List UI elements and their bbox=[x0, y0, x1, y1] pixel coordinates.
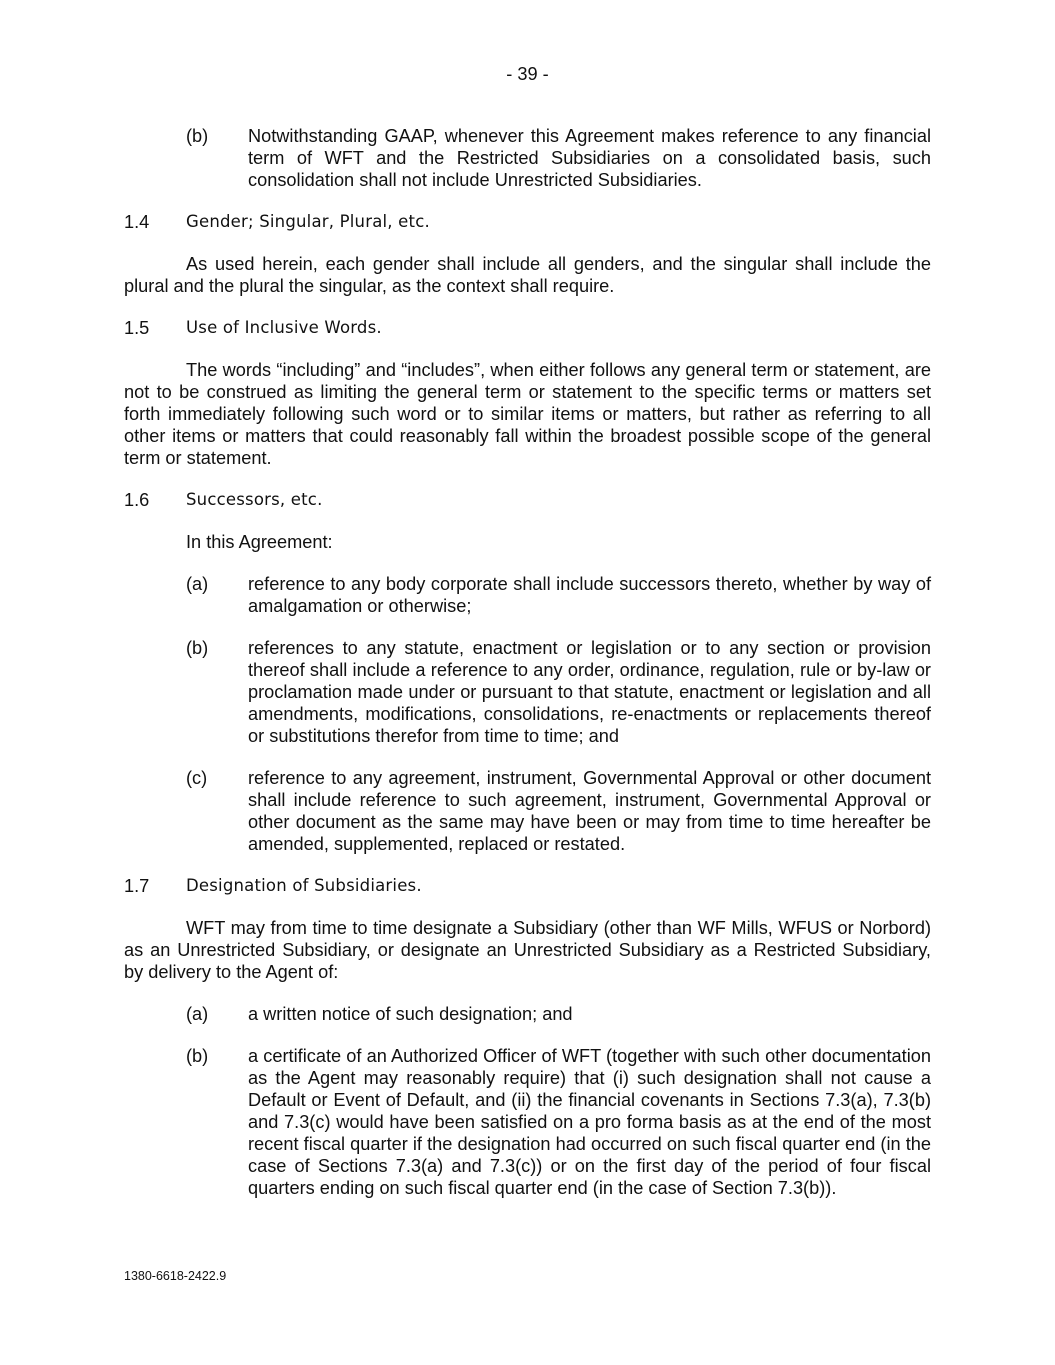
clause-label: (a) bbox=[186, 574, 209, 594]
clause-item bbox=[124, 125, 931, 191]
clause-item bbox=[124, 1003, 931, 1025]
section-title: Gender; Singular, Plural, etc. bbox=[186, 212, 430, 231]
clause-item bbox=[124, 637, 931, 747]
section-body: The words “including” and “includes”, when either follows any general term or statement, are not to be construed as limiting the general term or statement to the specific terms or matters set forth immediately following such word or to similar items or matters, but rather as referring to all other items or matters that could reasonably fall within the broadest possible scope of the general term or statement. bbox=[124, 360, 931, 468]
section-title: Successors, etc. bbox=[186, 490, 323, 509]
clause-text: Notwithstanding GAAP, whenever this Agreement makes reference to any financial term of WFT and the Restricted Subsidiaries on a consolidated basis, such consolidation shall not include Unrestricted Subsidiaries. bbox=[248, 126, 931, 190]
section-title: Use of Inclusive Words. bbox=[186, 318, 382, 337]
clause-label: (b) bbox=[186, 638, 209, 658]
section-heading-1-6 bbox=[124, 489, 931, 511]
clause-item bbox=[124, 767, 931, 855]
page-number: - 39 - bbox=[506, 64, 549, 84]
section-heading-1-5 bbox=[124, 317, 931, 339]
clause-label: (a) bbox=[186, 1004, 209, 1024]
clause-item bbox=[124, 573, 931, 617]
clause-text: reference to any agreement, instrument, Governmental Approval or other document shall include reference to such agreement, instrument, Governmental Approval or other document as the same may have been or may from time to time hereafter be amended, supplemented, replaced or restated. bbox=[248, 768, 931, 854]
clause-text: a certificate of an Authorized Officer of WFT (together with such other documentation as the Agent may reasonably require) that (i) such designation shall not cause a Default or Event of Default, and (ii) the financial covenants in Sections 7.3(a), 7.3(b) and 7.3(c) would have been satisfied on a pro forma basis as at the end of the most recent fiscal quarter if the designation had occurred on such fiscal quarter end (in the case of Sections 7.3(a) and 7.3(c)) or on the first day of the period of four fiscal quarters ending on such fiscal quarter end (in the case of Section 7.3(b)). bbox=[248, 1046, 931, 1198]
clause-text: a written notice of such designation; and bbox=[248, 1004, 573, 1024]
section-heading-1-7 bbox=[124, 875, 931, 897]
clause-label: (c) bbox=[186, 768, 208, 788]
clause-text: references to any statute, enactment or legislation or to any section or provision thereof shall include a reference to any order, ordinance, regulation, rule or by-law or proclamation made under or pursuant to that statute, enactment or legislation and all amendments, modifications, consolidations, re-enactments or replacements thereof or substitutions therefor from time to time; and bbox=[248, 638, 931, 746]
section-body: WFT may from time to time designate a Subsidiary (other than WF Mills, WFUS or Norbord) as an Unrestricted Subsidiary, or designate an Unrestricted Subsidiary as a Restricted Subsidiary, by delivery to the Agent of: bbox=[124, 918, 931, 982]
section-body: As used herein, each gender shall include all genders, and the singular shall include the plural and the plural the singular, as the context shall require. bbox=[124, 254, 931, 296]
document-footer-code: 1380-6618-2422.9 bbox=[124, 1269, 227, 1283]
document-body bbox=[124, 125, 931, 1219]
section-lead: In this Agreement: bbox=[186, 532, 333, 552]
clause-item bbox=[124, 1045, 931, 1199]
section-heading-1-4 bbox=[124, 211, 931, 233]
section-number: 1.6 bbox=[124, 490, 150, 510]
section-number: 1.5 bbox=[124, 318, 150, 338]
clause-label: (b) bbox=[186, 126, 209, 146]
clause-text: reference to any body corporate shall include successors thereto, whether by way of amalgamation or otherwise; bbox=[248, 574, 931, 616]
section-number: 1.4 bbox=[124, 212, 150, 232]
section-number: 1.7 bbox=[124, 876, 150, 896]
section-title: Designation of Subsidiaries. bbox=[186, 876, 422, 895]
clause-label: (b) bbox=[186, 1046, 209, 1066]
